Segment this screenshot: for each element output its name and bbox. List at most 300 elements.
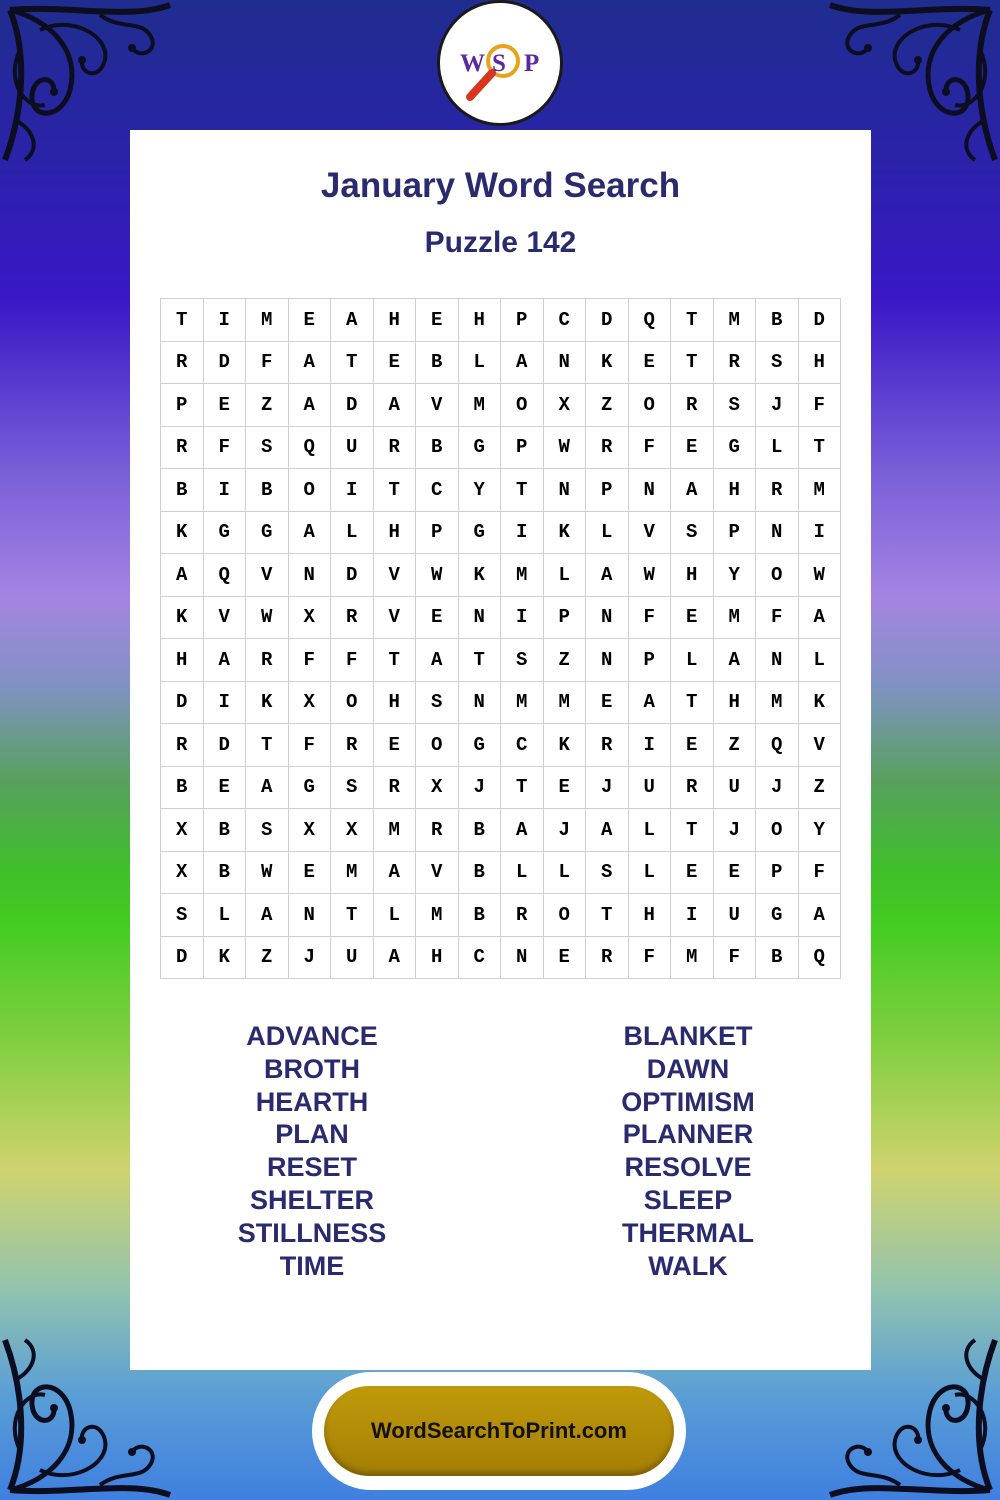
grid-cell[interactable]: Q <box>203 554 246 597</box>
grid-cell[interactable]: Z <box>246 384 289 427</box>
grid-cell[interactable]: V <box>203 596 246 639</box>
grid-cell[interactable]: A <box>798 596 841 639</box>
grid-cell[interactable]: P <box>713 511 756 554</box>
grid-cell[interactable]: L <box>543 554 586 597</box>
grid-cell[interactable]: D <box>203 724 246 767</box>
grid-cell[interactable]: T <box>458 639 501 682</box>
grid-cell[interactable]: C <box>458 936 501 979</box>
grid-cell[interactable]: Y <box>458 469 501 512</box>
grid-cell[interactable]: H <box>373 299 416 342</box>
grid-cell[interactable]: B <box>458 851 501 894</box>
grid-cell[interactable]: S <box>331 766 374 809</box>
grid-cell[interactable]: M <box>671 936 714 979</box>
grid-cell[interactable]: A <box>501 809 544 852</box>
grid-cell[interactable]: A <box>373 384 416 427</box>
grid-cell[interactable]: U <box>713 894 756 937</box>
grid-cell[interactable]: M <box>246 299 289 342</box>
grid-cell[interactable]: E <box>586 681 629 724</box>
grid-cell[interactable]: Z <box>713 724 756 767</box>
grid-cell[interactable]: K <box>161 596 204 639</box>
grid-cell[interactable]: E <box>203 384 246 427</box>
grid-cell[interactable]: M <box>416 894 459 937</box>
grid-cell[interactable]: N <box>628 469 671 512</box>
grid-row <box>161 511 841 554</box>
grid-cell[interactable]: T <box>501 469 544 512</box>
grid-cell[interactable]: V <box>416 851 459 894</box>
grid-cell[interactable]: N <box>543 341 586 384</box>
grid-cell[interactable]: E <box>288 851 331 894</box>
grid-cell[interactable]: X <box>416 766 459 809</box>
grid-cell[interactable]: R <box>373 426 416 469</box>
grid-cell[interactable]: R <box>161 426 204 469</box>
grid-cell[interactable]: Z <box>543 639 586 682</box>
grid-cell[interactable]: E <box>628 341 671 384</box>
grid-cell[interactable]: C <box>501 724 544 767</box>
grid-cell[interactable]: T <box>671 299 714 342</box>
grid-cell[interactable]: O <box>288 469 331 512</box>
grid-row <box>161 426 841 469</box>
grid-cell[interactable]: A <box>501 341 544 384</box>
grid-cell[interactable]: O <box>543 894 586 937</box>
grid-row <box>161 299 841 342</box>
logo-letter-p: P <box>524 50 540 77</box>
grid-cell[interactable]: P <box>501 299 544 342</box>
grid-cell[interactable]: K <box>458 554 501 597</box>
grid-cell[interactable]: K <box>798 681 841 724</box>
grid-cell[interactable]: A <box>586 554 629 597</box>
grid-cell[interactable]: A <box>798 894 841 937</box>
grid-cell[interactable]: R <box>756 469 799 512</box>
grid-cell[interactable]: O <box>501 384 544 427</box>
grid-cell[interactable]: K <box>543 724 586 767</box>
grid-cell[interactable]: A <box>246 894 289 937</box>
grid-cell[interactable]: J <box>458 766 501 809</box>
word-item: HEARTH <box>255 1086 369 1117</box>
grid-cell[interactable]: S <box>246 426 289 469</box>
grid-cell[interactable]: B <box>203 851 246 894</box>
grid-cell[interactable]: R <box>586 426 629 469</box>
grid-cell[interactable]: M <box>458 384 501 427</box>
grid-cell[interactable]: H <box>713 469 756 512</box>
grid-cell[interactable]: U <box>331 936 374 979</box>
grid-cell[interactable]: V <box>246 554 289 597</box>
word-item: STILLNESS <box>237 1217 387 1248</box>
grid-cell[interactable]: P <box>501 426 544 469</box>
grid-cell[interactable]: V <box>373 596 416 639</box>
grid-cell[interactable]: U <box>713 766 756 809</box>
grid-cell[interactable]: R <box>713 341 756 384</box>
grid-cell[interactable]: A <box>373 936 416 979</box>
grid-cell[interactable]: B <box>416 341 459 384</box>
puzzle-number: Puzzle 142 <box>424 226 577 259</box>
word-item: BLANKET <box>623 1021 753 1051</box>
grid-cell[interactable]: C <box>416 469 459 512</box>
grid-cell[interactable]: I <box>203 299 246 342</box>
grid-cell[interactable]: X <box>543 384 586 427</box>
grid-cell[interactable]: X <box>331 809 374 852</box>
grid-cell[interactable]: J <box>756 384 799 427</box>
grid-cell[interactable]: H <box>458 299 501 342</box>
grid-cell[interactable]: H <box>373 681 416 724</box>
word-item: DAWN <box>646 1053 730 1084</box>
grid-row <box>161 341 841 384</box>
footer-link[interactable]: WordSearchToPrint.com <box>324 1386 674 1476</box>
grid-cell[interactable]: V <box>416 384 459 427</box>
grid-cell[interactable]: F <box>798 851 841 894</box>
grid-cell[interactable]: A <box>161 554 204 597</box>
grid-cell[interactable]: A <box>331 299 374 342</box>
grid-cell[interactable]: L <box>628 851 671 894</box>
grid-cell[interactable]: T <box>331 894 374 937</box>
grid-cell[interactable]: H <box>628 894 671 937</box>
grid-cell[interactable]: P <box>628 639 671 682</box>
grid-cell[interactable]: O <box>756 554 799 597</box>
grid-cell[interactable]: W <box>543 426 586 469</box>
grid-cell[interactable]: H <box>713 681 756 724</box>
grid-cell[interactable]: M <box>501 554 544 597</box>
grid-cell[interactable]: J <box>288 936 331 979</box>
grid-cell[interactable]: L <box>543 851 586 894</box>
grid-cell[interactable]: F <box>628 936 671 979</box>
word-item: SHELTER <box>249 1184 374 1215</box>
grid-cell[interactable]: G <box>713 426 756 469</box>
grid-cell[interactable]: Y <box>798 809 841 852</box>
grid-cell[interactable]: A <box>246 766 289 809</box>
grid-cell[interactable]: T <box>161 299 204 342</box>
grid-cell[interactable]: G <box>756 894 799 937</box>
grid-cell[interactable]: Y <box>713 554 756 597</box>
grid-cell[interactable]: Z <box>246 936 289 979</box>
grid-cell[interactable]: H <box>161 639 204 682</box>
grid-cell[interactable]: R <box>161 341 204 384</box>
grid-cell[interactable]: T <box>501 766 544 809</box>
grid-row <box>161 894 841 937</box>
grid-cell[interactable]: N <box>288 894 331 937</box>
grid-cell[interactable]: T <box>373 469 416 512</box>
grid-cell[interactable]: A <box>288 341 331 384</box>
grid-cell[interactable]: J <box>543 809 586 852</box>
grid-cell[interactable]: G <box>458 724 501 767</box>
grid-cell[interactable]: P <box>586 469 629 512</box>
grid-cell[interactable]: R <box>331 724 374 767</box>
grid-cell[interactable]: O <box>628 384 671 427</box>
grid-cell[interactable]: B <box>458 809 501 852</box>
grid-cell[interactable]: V <box>798 724 841 767</box>
grid-cell[interactable]: B <box>458 894 501 937</box>
grid-cell[interactable]: L <box>798 639 841 682</box>
grid-cell[interactable]: A <box>288 511 331 554</box>
word-item: WALK <box>648 1250 728 1281</box>
grid-cell[interactable]: F <box>628 596 671 639</box>
grid-cell[interactable]: M <box>331 851 374 894</box>
grid-cell[interactable]: D <box>161 936 204 979</box>
word-item: PLANNER <box>622 1119 754 1150</box>
grid-cell[interactable]: R <box>373 766 416 809</box>
grid-cell[interactable]: A <box>586 809 629 852</box>
word-list-left <box>132 1020 492 1282</box>
grid-cell[interactable]: N <box>458 596 501 639</box>
grid-cell[interactable]: W <box>416 554 459 597</box>
grid-cell[interactable]: E <box>203 766 246 809</box>
grid-cell[interactable]: K <box>161 511 204 554</box>
grid-cell[interactable]: P <box>756 851 799 894</box>
grid-row <box>161 766 841 809</box>
grid-cell[interactable]: D <box>798 299 841 342</box>
grid-cell[interactable]: E <box>416 596 459 639</box>
grid-cell[interactable]: M <box>373 809 416 852</box>
word-item: PLAN <box>275 1119 349 1150</box>
grid-cell[interactable]: X <box>161 851 204 894</box>
grid-cell[interactable]: F <box>798 384 841 427</box>
grid-cell[interactable]: L <box>203 894 246 937</box>
logo-letter-s: S <box>492 50 506 77</box>
grid-cell[interactable]: Q <box>628 299 671 342</box>
grid-cell[interactable]: R <box>416 809 459 852</box>
grid-cell[interactable]: F <box>203 426 246 469</box>
grid-row <box>161 851 841 894</box>
grid-row <box>161 596 841 639</box>
grid-cell[interactable]: E <box>671 596 714 639</box>
grid-cell[interactable]: R <box>671 766 714 809</box>
grid-cell[interactable]: Q <box>798 936 841 979</box>
grid-cell[interactable]: C <box>543 299 586 342</box>
grid-cell[interactable]: W <box>798 554 841 597</box>
grid-cell[interactable]: T <box>586 894 629 937</box>
grid-cell[interactable]: D <box>203 341 246 384</box>
grid-cell[interactable]: F <box>331 639 374 682</box>
word-item: TIME <box>279 1250 345 1281</box>
grid-cell[interactable]: N <box>543 469 586 512</box>
grid-cell[interactable]: N <box>501 936 544 979</box>
grid-cell[interactable]: S <box>501 639 544 682</box>
grid-cell[interactable]: Q <box>756 724 799 767</box>
grid-cell[interactable]: R <box>586 936 629 979</box>
grid-cell[interactable]: E <box>288 299 331 342</box>
grid-cell[interactable]: M <box>501 681 544 724</box>
grid-cell[interactable]: D <box>331 554 374 597</box>
grid-cell[interactable]: I <box>501 511 544 554</box>
grid-cell[interactable]: H <box>798 341 841 384</box>
grid-cell[interactable]: N <box>756 511 799 554</box>
grid-cell[interactable]: F <box>288 724 331 767</box>
grid-cell[interactable]: G <box>246 511 289 554</box>
grid-cell[interactable]: A <box>713 639 756 682</box>
grid-cell[interactable]: P <box>161 384 204 427</box>
grid-cell[interactable]: W <box>628 554 671 597</box>
grid-cell[interactable]: S <box>713 384 756 427</box>
grid-cell[interactable]: P <box>416 511 459 554</box>
grid-cell[interactable]: R <box>501 894 544 937</box>
grid-cell[interactable]: L <box>671 639 714 682</box>
site-logo[interactable] <box>437 0 563 126</box>
grid-cell[interactable]: B <box>246 469 289 512</box>
grid-cell[interactable]: F <box>246 341 289 384</box>
grid-cell[interactable]: Z <box>798 766 841 809</box>
grid-cell[interactable]: G <box>458 511 501 554</box>
grid-cell[interactable]: U <box>628 766 671 809</box>
grid-cell[interactable]: W <box>246 596 289 639</box>
grid-cell[interactable]: I <box>501 596 544 639</box>
grid-row <box>161 809 841 852</box>
footer-badge <box>312 1372 686 1490</box>
grid-cell[interactable]: N <box>756 639 799 682</box>
grid-row <box>161 681 841 724</box>
grid-cell[interactable]: K <box>586 341 629 384</box>
page-title: January Word Search <box>320 166 681 205</box>
grid-cell[interactable]: U <box>331 426 374 469</box>
grid-cell[interactable]: E <box>671 851 714 894</box>
grid-cell[interactable]: I <box>331 469 374 512</box>
grid-cell[interactable]: F <box>628 426 671 469</box>
grid-cell[interactable]: E <box>416 299 459 342</box>
grid-cell[interactable]: I <box>671 894 714 937</box>
word-item: ADVANCE <box>246 1021 378 1051</box>
grid-cell[interactable]: S <box>671 511 714 554</box>
grid-cell[interactable]: A <box>671 469 714 512</box>
grid-cell[interactable]: T <box>373 639 416 682</box>
grid-cell[interactable]: Z <box>586 384 629 427</box>
grid-cell[interactable]: K <box>543 511 586 554</box>
grid-cell[interactable]: E <box>713 851 756 894</box>
grid-cell[interactable]: K <box>246 681 289 724</box>
word-item: RESET <box>266 1152 358 1183</box>
grid-cell[interactable]: W <box>246 851 289 894</box>
grid-cell[interactable]: O <box>756 809 799 852</box>
grid-cell[interactable]: S <box>756 341 799 384</box>
word-list-right <box>508 1020 868 1282</box>
grid-cell[interactable]: J <box>713 809 756 852</box>
grid-cell[interactable]: R <box>246 639 289 682</box>
word-item: THERMAL <box>622 1217 754 1248</box>
grid-cell[interactable]: B <box>203 809 246 852</box>
grid-cell[interactable]: T <box>246 724 289 767</box>
grid-cell[interactable]: V <box>628 511 671 554</box>
grid-cell[interactable]: L <box>331 511 374 554</box>
grid-cell[interactable]: L <box>756 426 799 469</box>
grid-cell[interactable]: A <box>628 681 671 724</box>
grid-cell[interactable]: T <box>331 341 374 384</box>
grid-cell[interactable]: T <box>671 809 714 852</box>
grid-cell[interactable]: F <box>288 639 331 682</box>
grid-cell[interactable]: E <box>373 724 416 767</box>
grid-cell[interactable]: D <box>161 681 204 724</box>
grid-cell[interactable]: P <box>543 596 586 639</box>
grid-cell[interactable]: B <box>161 766 204 809</box>
grid-cell[interactable]: E <box>671 426 714 469</box>
grid-cell[interactable]: X <box>161 809 204 852</box>
grid-cell[interactable]: S <box>246 809 289 852</box>
grid-cell[interactable]: K <box>203 936 246 979</box>
letter-grid <box>160 298 841 979</box>
grid-cell[interactable]: J <box>756 766 799 809</box>
grid-cell[interactable]: M <box>713 596 756 639</box>
grid-cell[interactable]: G <box>458 426 501 469</box>
grid-cell[interactable]: R <box>671 384 714 427</box>
grid-cell[interactable]: G <box>288 766 331 809</box>
grid-cell[interactable]: S <box>161 894 204 937</box>
grid-cell[interactable]: B <box>161 469 204 512</box>
puzzle-card <box>130 130 871 1370</box>
grid-cell[interactable]: Q <box>288 426 331 469</box>
grid-row <box>161 936 841 979</box>
grid-cell[interactable]: A <box>416 639 459 682</box>
grid-cell[interactable]: G <box>203 511 246 554</box>
grid-cell[interactable]: E <box>671 724 714 767</box>
grid-row <box>161 724 841 767</box>
grid-cell[interactable]: D <box>331 384 374 427</box>
grid-cell[interactable]: T <box>671 681 714 724</box>
grid-cell[interactable]: L <box>373 894 416 937</box>
grid-cell[interactable]: F <box>713 936 756 979</box>
grid-cell[interactable]: L <box>586 511 629 554</box>
grid-row <box>161 639 841 682</box>
grid-cell[interactable]: N <box>586 639 629 682</box>
grid-row <box>161 384 841 427</box>
grid-cell[interactable]: I <box>798 511 841 554</box>
grid-cell[interactable]: H <box>671 554 714 597</box>
grid-cell[interactable]: L <box>501 851 544 894</box>
grid-cell[interactable]: X <box>288 681 331 724</box>
grid-cell[interactable]: D <box>586 299 629 342</box>
grid-cell[interactable]: R <box>586 724 629 767</box>
grid-cell[interactable]: L <box>628 809 671 852</box>
grid-cell[interactable]: H <box>373 511 416 554</box>
grid-cell[interactable]: I <box>203 469 246 512</box>
word-item: RESOLVE <box>624 1152 752 1183</box>
grid-cell[interactable]: X <box>288 809 331 852</box>
grid-cell[interactable]: O <box>331 681 374 724</box>
grid-cell[interactable]: L <box>458 341 501 384</box>
grid-cell[interactable]: B <box>756 299 799 342</box>
grid-cell[interactable]: R <box>331 596 374 639</box>
logo-letter-w: W <box>460 50 485 77</box>
grid-cell[interactable]: E <box>543 936 586 979</box>
grid-row <box>161 469 841 512</box>
grid-cell[interactable]: X <box>288 596 331 639</box>
word-item: OPTIMISM <box>621 1086 755 1117</box>
grid-cell[interactable]: N <box>458 681 501 724</box>
grid-cell[interactable]: B <box>416 426 459 469</box>
grid-cell[interactable]: E <box>543 766 586 809</box>
grid-cell[interactable]: M <box>543 681 586 724</box>
grid-cell[interactable]: B <box>756 936 799 979</box>
grid-cell[interactable]: R <box>161 724 204 767</box>
grid-cell[interactable]: F <box>756 596 799 639</box>
grid-row <box>161 554 841 597</box>
grid-cell[interactable]: I <box>628 724 671 767</box>
grid-cell[interactable]: I <box>203 681 246 724</box>
grid-cell[interactable]: M <box>756 681 799 724</box>
grid-cell[interactable]: M <box>713 299 756 342</box>
grid-cell[interactable]: O <box>416 724 459 767</box>
grid-cell[interactable]: N <box>586 596 629 639</box>
grid-cell[interactable]: S <box>416 681 459 724</box>
grid-cell[interactable]: A <box>373 851 416 894</box>
grid-cell[interactable]: A <box>288 384 331 427</box>
grid-cell[interactable]: M <box>798 469 841 512</box>
grid-cell[interactable]: T <box>798 426 841 469</box>
grid-cell[interactable]: A <box>203 639 246 682</box>
word-item: BROTH <box>264 1053 360 1084</box>
grid-cell[interactable]: V <box>373 554 416 597</box>
grid-cell[interactable]: J <box>586 766 629 809</box>
grid-cell[interactable]: H <box>416 936 459 979</box>
grid-cell[interactable]: S <box>586 851 629 894</box>
word-item: SLEEP <box>643 1184 733 1215</box>
grid-cell[interactable]: N <box>288 554 331 597</box>
grid-cell[interactable]: T <box>671 341 714 384</box>
grid-cell[interactable]: E <box>373 341 416 384</box>
